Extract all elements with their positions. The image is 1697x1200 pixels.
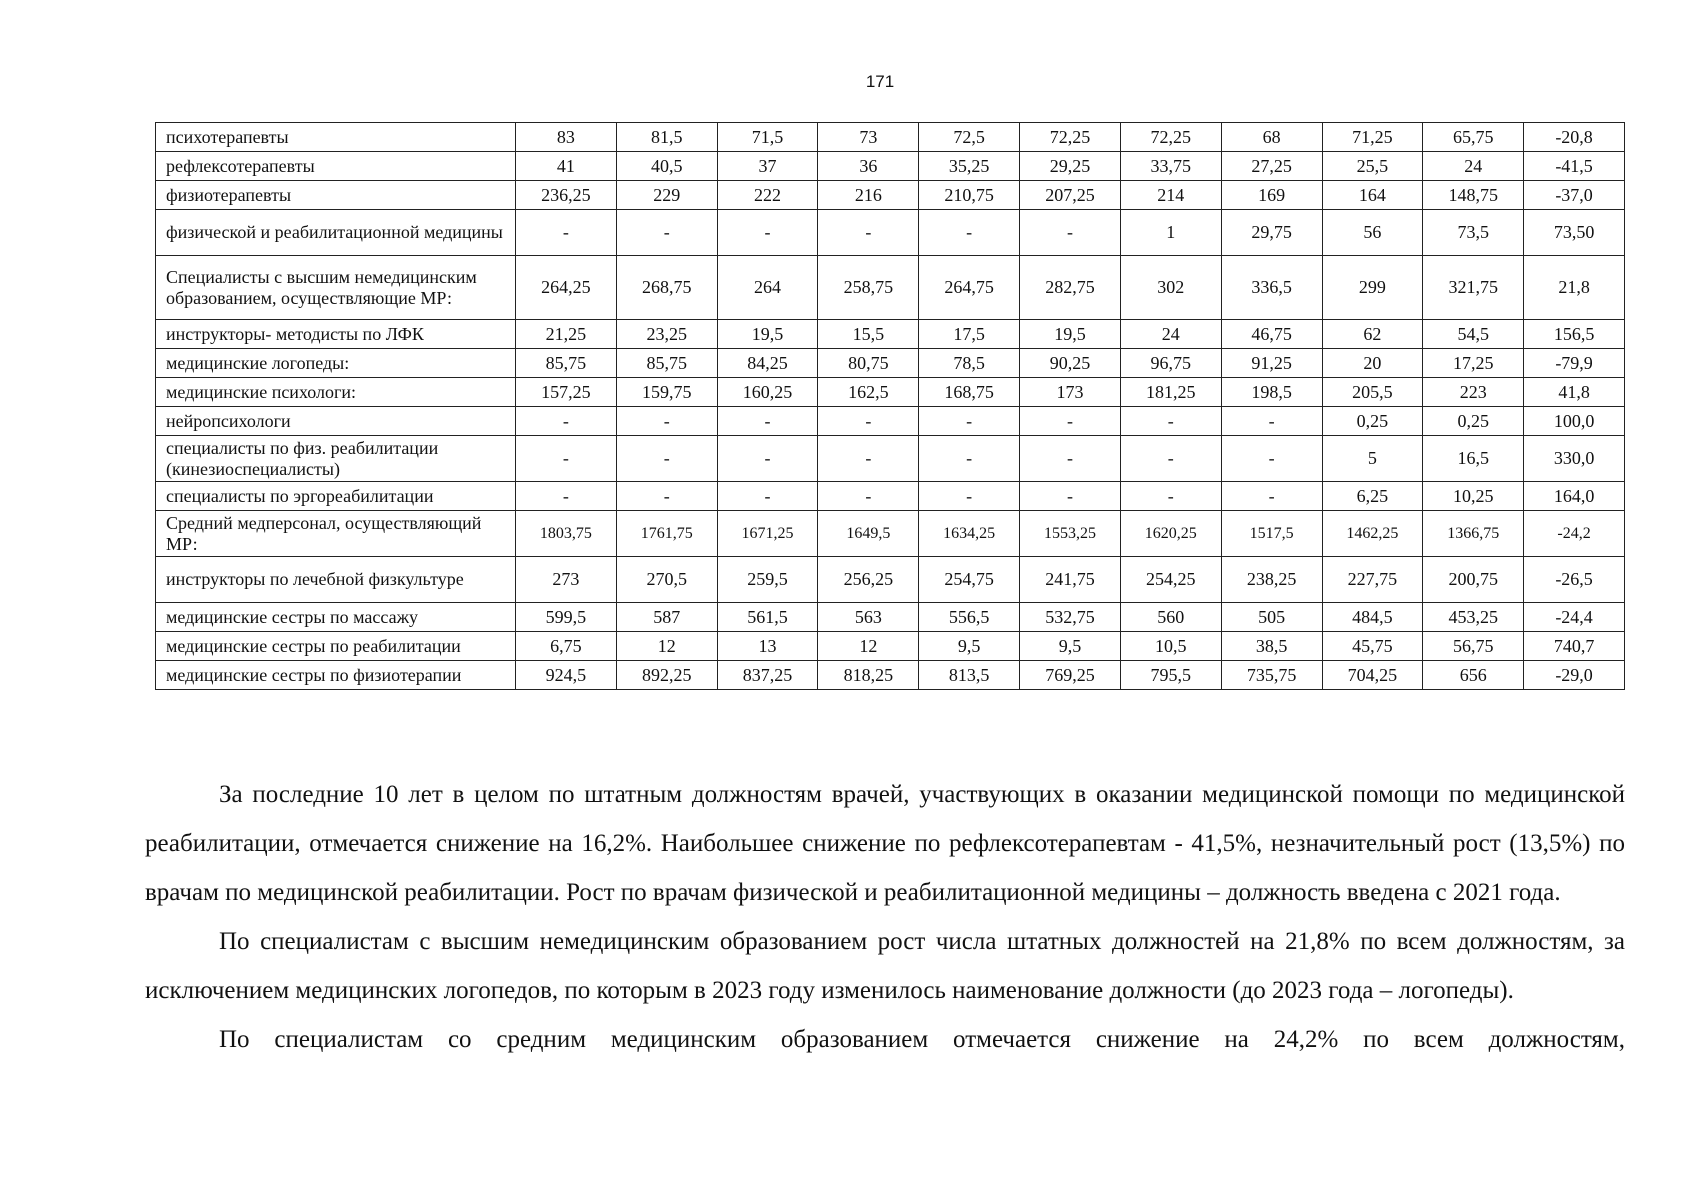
row-label: медицинские сестры по реабилитации [156, 632, 516, 661]
table-cell: 302 [1120, 256, 1221, 320]
table-row [156, 436, 1625, 482]
table-cell: 169 [1221, 181, 1322, 210]
table-cell: - [616, 407, 717, 436]
table-cell: -37,0 [1524, 181, 1625, 210]
table-cell: 156,5 [1524, 320, 1625, 349]
table-cell: 556,5 [919, 603, 1020, 632]
table-cell: 62 [1322, 320, 1423, 349]
row-label: медицинские психологи: [156, 378, 516, 407]
table-cell: 72,25 [1020, 123, 1121, 152]
paragraph-doctors: За последние 10 лет в целом по штатным должностям врачей, участвующих в оказании медицинской помощи по медицинской реабилитации, отмечается снижение на 16,2%. Наибольшее снижение по рефлексотерапевтам - 41,5%, незначительный рост (13,5%) по врачам по медицинской реабилитации. Рост по врачам физической и реабилитационной медицины – должность введена с 2021 года. [145, 781, 1625, 906]
table-cell: 229 [616, 181, 717, 210]
table-cell: 56,75 [1423, 632, 1524, 661]
table-cell: 12 [818, 632, 919, 661]
table-cell: -24,2 [1524, 511, 1625, 557]
page-number: 171 [865, 72, 895, 91]
table-cell: 1634,25 [919, 511, 1020, 557]
table-cell: 560 [1120, 603, 1221, 632]
table-cell: 90,25 [1020, 349, 1121, 378]
table-cell: 223 [1423, 378, 1524, 407]
row-label: медицинские сестры по массажу [156, 603, 516, 632]
table-cell: 164,0 [1524, 482, 1625, 511]
row-label: Специалисты с высшим немедицинским образованием, осуществляющие МР: [156, 256, 516, 320]
table-cell: 227,75 [1322, 557, 1423, 603]
table-cell: 19,5 [1020, 320, 1121, 349]
table-cell: - [1221, 436, 1322, 482]
table-cell: 264 [717, 256, 818, 320]
table-cell: 56 [1322, 210, 1423, 256]
table-cell: - [1020, 482, 1121, 511]
table-cell: 484,5 [1322, 603, 1423, 632]
table-cell: 72,5 [919, 123, 1020, 152]
table-cell: 505 [1221, 603, 1322, 632]
table-cell: 173 [1020, 378, 1121, 407]
table-cell: - [818, 436, 919, 482]
table-cell: 16,5 [1423, 436, 1524, 482]
table-cell: 599,5 [516, 603, 617, 632]
table-cell: 17,25 [1423, 349, 1524, 378]
table-cell: 71,25 [1322, 123, 1423, 152]
table-cell: 892,25 [616, 661, 717, 690]
table-cell: 33,75 [1120, 152, 1221, 181]
table-cell: 216 [818, 181, 919, 210]
table-cell: 24 [1423, 152, 1524, 181]
table-cell: 1517,5 [1221, 511, 1322, 557]
table-cell: - [919, 210, 1020, 256]
table-cell: 159,75 [616, 378, 717, 407]
table-cell: - [818, 407, 919, 436]
table-cell: -26,5 [1524, 557, 1625, 603]
table-cell: - [717, 210, 818, 256]
row-label: специалисты по физ. реабилитации (кинезиоспециалисты) [156, 436, 516, 482]
table-cell: 818,25 [818, 661, 919, 690]
table-cell: 85,75 [616, 349, 717, 378]
table-cell: 453,25 [1423, 603, 1524, 632]
row-label: психотерапевты [156, 123, 516, 152]
table-cell: 13 [717, 632, 818, 661]
table-cell: 41,8 [1524, 378, 1625, 407]
table-cell: -24,4 [1524, 603, 1625, 632]
table-row [156, 320, 1625, 349]
table-cell: 0,25 [1423, 407, 1524, 436]
table-cell: - [1020, 210, 1121, 256]
table-cell: 10,25 [1423, 482, 1524, 511]
table-cell: 704,25 [1322, 661, 1423, 690]
table-cell: 205,5 [1322, 378, 1423, 407]
table-cell: 21,8 [1524, 256, 1625, 320]
table-cell: 29,25 [1020, 152, 1121, 181]
table-cell: 37 [717, 152, 818, 181]
table-cell: -79,9 [1524, 349, 1625, 378]
row-label: специалисты по эргореабилитации [156, 482, 516, 511]
table-cell: 41 [516, 152, 617, 181]
table-cell: 254,25 [1120, 557, 1221, 603]
table-cell: 80,75 [818, 349, 919, 378]
table-cell: 40,5 [616, 152, 717, 181]
table-cell: 256,25 [818, 557, 919, 603]
table-cell: 68 [1221, 123, 1322, 152]
table-cell: - [818, 210, 919, 256]
table-cell: - [717, 407, 818, 436]
row-label: инструкторы- методисты по ЛФК [156, 320, 516, 349]
table-cell: 198,5 [1221, 378, 1322, 407]
table-cell: - [516, 407, 617, 436]
table-row [156, 557, 1625, 603]
table-cell: 259,5 [717, 557, 818, 603]
table-cell: 0,25 [1322, 407, 1423, 436]
table-cell: 29,75 [1221, 210, 1322, 256]
table-cell: 258,75 [818, 256, 919, 320]
staffing-table [155, 122, 1625, 690]
table-cell: 222 [717, 181, 818, 210]
table-cell: - [616, 436, 717, 482]
table-row [156, 378, 1625, 407]
table-row [156, 482, 1625, 511]
table-cell: 561,5 [717, 603, 818, 632]
table-cell: 36 [818, 152, 919, 181]
table-cell: 17,5 [919, 320, 1020, 349]
table-cell: 210,75 [919, 181, 1020, 210]
table-body [156, 123, 1625, 690]
table-cell: 164 [1322, 181, 1423, 210]
table-cell: - [919, 407, 1020, 436]
table-cell: 214 [1120, 181, 1221, 210]
table-cell: 85,75 [516, 349, 617, 378]
row-label: Средний медперсонал, осуществляющий МР: [156, 511, 516, 557]
table-cell: 238,25 [1221, 557, 1322, 603]
table-cell: 157,25 [516, 378, 617, 407]
table-cell: 236,25 [516, 181, 617, 210]
table-cell: 46,75 [1221, 320, 1322, 349]
table-cell: 336,5 [1221, 256, 1322, 320]
row-label: нейропсихологи [156, 407, 516, 436]
table-cell: 1 [1120, 210, 1221, 256]
table-cell: - [616, 482, 717, 511]
table-cell: - [717, 436, 818, 482]
row-label: инструкторы по лечебной физкультуре [156, 557, 516, 603]
table-cell: 587 [616, 603, 717, 632]
table-row [156, 123, 1625, 152]
table-cell: 100,0 [1524, 407, 1625, 436]
table-cell: 813,5 [919, 661, 1020, 690]
table-cell: - [818, 482, 919, 511]
table-cell: 19,5 [717, 320, 818, 349]
table-cell: 200,75 [1423, 557, 1524, 603]
table-cell: 321,75 [1423, 256, 1524, 320]
table-row [156, 256, 1625, 320]
table-cell: 96,75 [1120, 349, 1221, 378]
table-cell: 24 [1120, 320, 1221, 349]
table-cell: 9,5 [1020, 632, 1121, 661]
table-cell: - [1120, 436, 1221, 482]
table-cell: 270,5 [616, 557, 717, 603]
table-cell: 1649,5 [818, 511, 919, 557]
table-cell: 795,5 [1120, 661, 1221, 690]
table-row [156, 181, 1625, 210]
table-cell: 264,25 [516, 256, 617, 320]
table-row [156, 407, 1625, 436]
table-cell: 10,5 [1120, 632, 1221, 661]
table-row [156, 210, 1625, 256]
table-cell: - [516, 210, 617, 256]
table-cell: 162,5 [818, 378, 919, 407]
table-cell: 273 [516, 557, 617, 603]
table-cell: 160,25 [717, 378, 818, 407]
table-cell: -41,5 [1524, 152, 1625, 181]
table-cell: - [919, 482, 1020, 511]
table-cell: 72,25 [1120, 123, 1221, 152]
table-cell: 148,75 [1423, 181, 1524, 210]
table-cell: - [516, 482, 617, 511]
table-cell: 1761,75 [616, 511, 717, 557]
row-label: медицинские логопеды: [156, 349, 516, 378]
table-cell: 241,75 [1020, 557, 1121, 603]
table-cell: 299 [1322, 256, 1423, 320]
table-cell: 38,5 [1221, 632, 1322, 661]
table-row [156, 661, 1625, 690]
table-cell: 83 [516, 123, 617, 152]
table-cell: 837,25 [717, 661, 818, 690]
table-cell: 15,5 [818, 320, 919, 349]
table-cell: - [1120, 407, 1221, 436]
table-cell: 330,0 [1524, 436, 1625, 482]
table-cell: -20,8 [1524, 123, 1625, 152]
table-cell: - [1020, 407, 1121, 436]
table-cell: 1620,25 [1120, 511, 1221, 557]
table-cell: 84,25 [717, 349, 818, 378]
table-cell: -29,0 [1524, 661, 1625, 690]
table-cell: 81,5 [616, 123, 717, 152]
table-cell: 563 [818, 603, 919, 632]
row-label: рефлексотерапевты [156, 152, 516, 181]
table-cell: - [1221, 482, 1322, 511]
table-cell: 6,25 [1322, 482, 1423, 511]
table-cell: 78,5 [919, 349, 1020, 378]
table-cell: - [1221, 407, 1322, 436]
table-cell: 91,25 [1221, 349, 1322, 378]
table-cell: 1366,75 [1423, 511, 1524, 557]
table-cell: 1462,25 [1322, 511, 1423, 557]
table-cell: 71,5 [717, 123, 818, 152]
table-cell: 25,5 [1322, 152, 1423, 181]
row-label: физической и реабилитационной медицины [156, 210, 516, 256]
table-cell: - [616, 210, 717, 256]
table-cell: 1671,25 [717, 511, 818, 557]
table-cell: 769,25 [1020, 661, 1121, 690]
table-row [156, 152, 1625, 181]
table-cell: 282,75 [1020, 256, 1121, 320]
table-cell: 12 [616, 632, 717, 661]
table-cell: 735,75 [1221, 661, 1322, 690]
table-cell: 181,25 [1120, 378, 1221, 407]
table-cell: 1803,75 [516, 511, 617, 557]
table-cell: 207,25 [1020, 181, 1121, 210]
table-cell: 924,5 [516, 661, 617, 690]
table-cell: 54,5 [1423, 320, 1524, 349]
table-cell: 73,5 [1423, 210, 1524, 256]
table-cell: 532,75 [1020, 603, 1121, 632]
table-cell: 65,75 [1423, 123, 1524, 152]
table-cell: 35,25 [919, 152, 1020, 181]
table-cell: - [516, 436, 617, 482]
table-cell: 656 [1423, 661, 1524, 690]
table-cell: - [1120, 482, 1221, 511]
table-cell: 168,75 [919, 378, 1020, 407]
table-cell: 27,25 [1221, 152, 1322, 181]
body-text [145, 770, 1625, 1064]
table-cell: 20 [1322, 349, 1423, 378]
table-cell: - [919, 436, 1020, 482]
table-cell: 5 [1322, 436, 1423, 482]
table-cell: 73 [818, 123, 919, 152]
paragraph-nonmedical-specialists: По специалистам с высшим немедицинским образованием рост числа штатных должностей на 21,8% по всем должностям, за исключением медицинских логопедов, по которым в 2023 году изменилось наименование должности (до 2023 года – логопеды). [145, 928, 1625, 1004]
table-cell: 21,25 [516, 320, 617, 349]
table-row [156, 511, 1625, 557]
table-row [156, 349, 1625, 378]
table-cell: 254,75 [919, 557, 1020, 603]
table-cell: 268,75 [616, 256, 717, 320]
table-cell: - [717, 482, 818, 511]
row-label: физиотерапевты [156, 181, 516, 210]
paragraph-nursing-staff: По специалистам со средним медицинским образованием отмечается снижение на 24,2% по всем должностям, [219, 1026, 1625, 1053]
row-label: медицинские сестры по физиотерапии [156, 661, 516, 690]
table-cell: 1553,25 [1020, 511, 1121, 557]
table-cell: 740,7 [1524, 632, 1625, 661]
table-cell: 264,75 [919, 256, 1020, 320]
table-cell: 9,5 [919, 632, 1020, 661]
table-cell: 45,75 [1322, 632, 1423, 661]
table-cell: 6,75 [516, 632, 617, 661]
table-cell: - [1020, 436, 1121, 482]
table-cell: 23,25 [616, 320, 717, 349]
table-cell: 73,50 [1524, 210, 1625, 256]
table-row [156, 603, 1625, 632]
table-row [156, 632, 1625, 661]
